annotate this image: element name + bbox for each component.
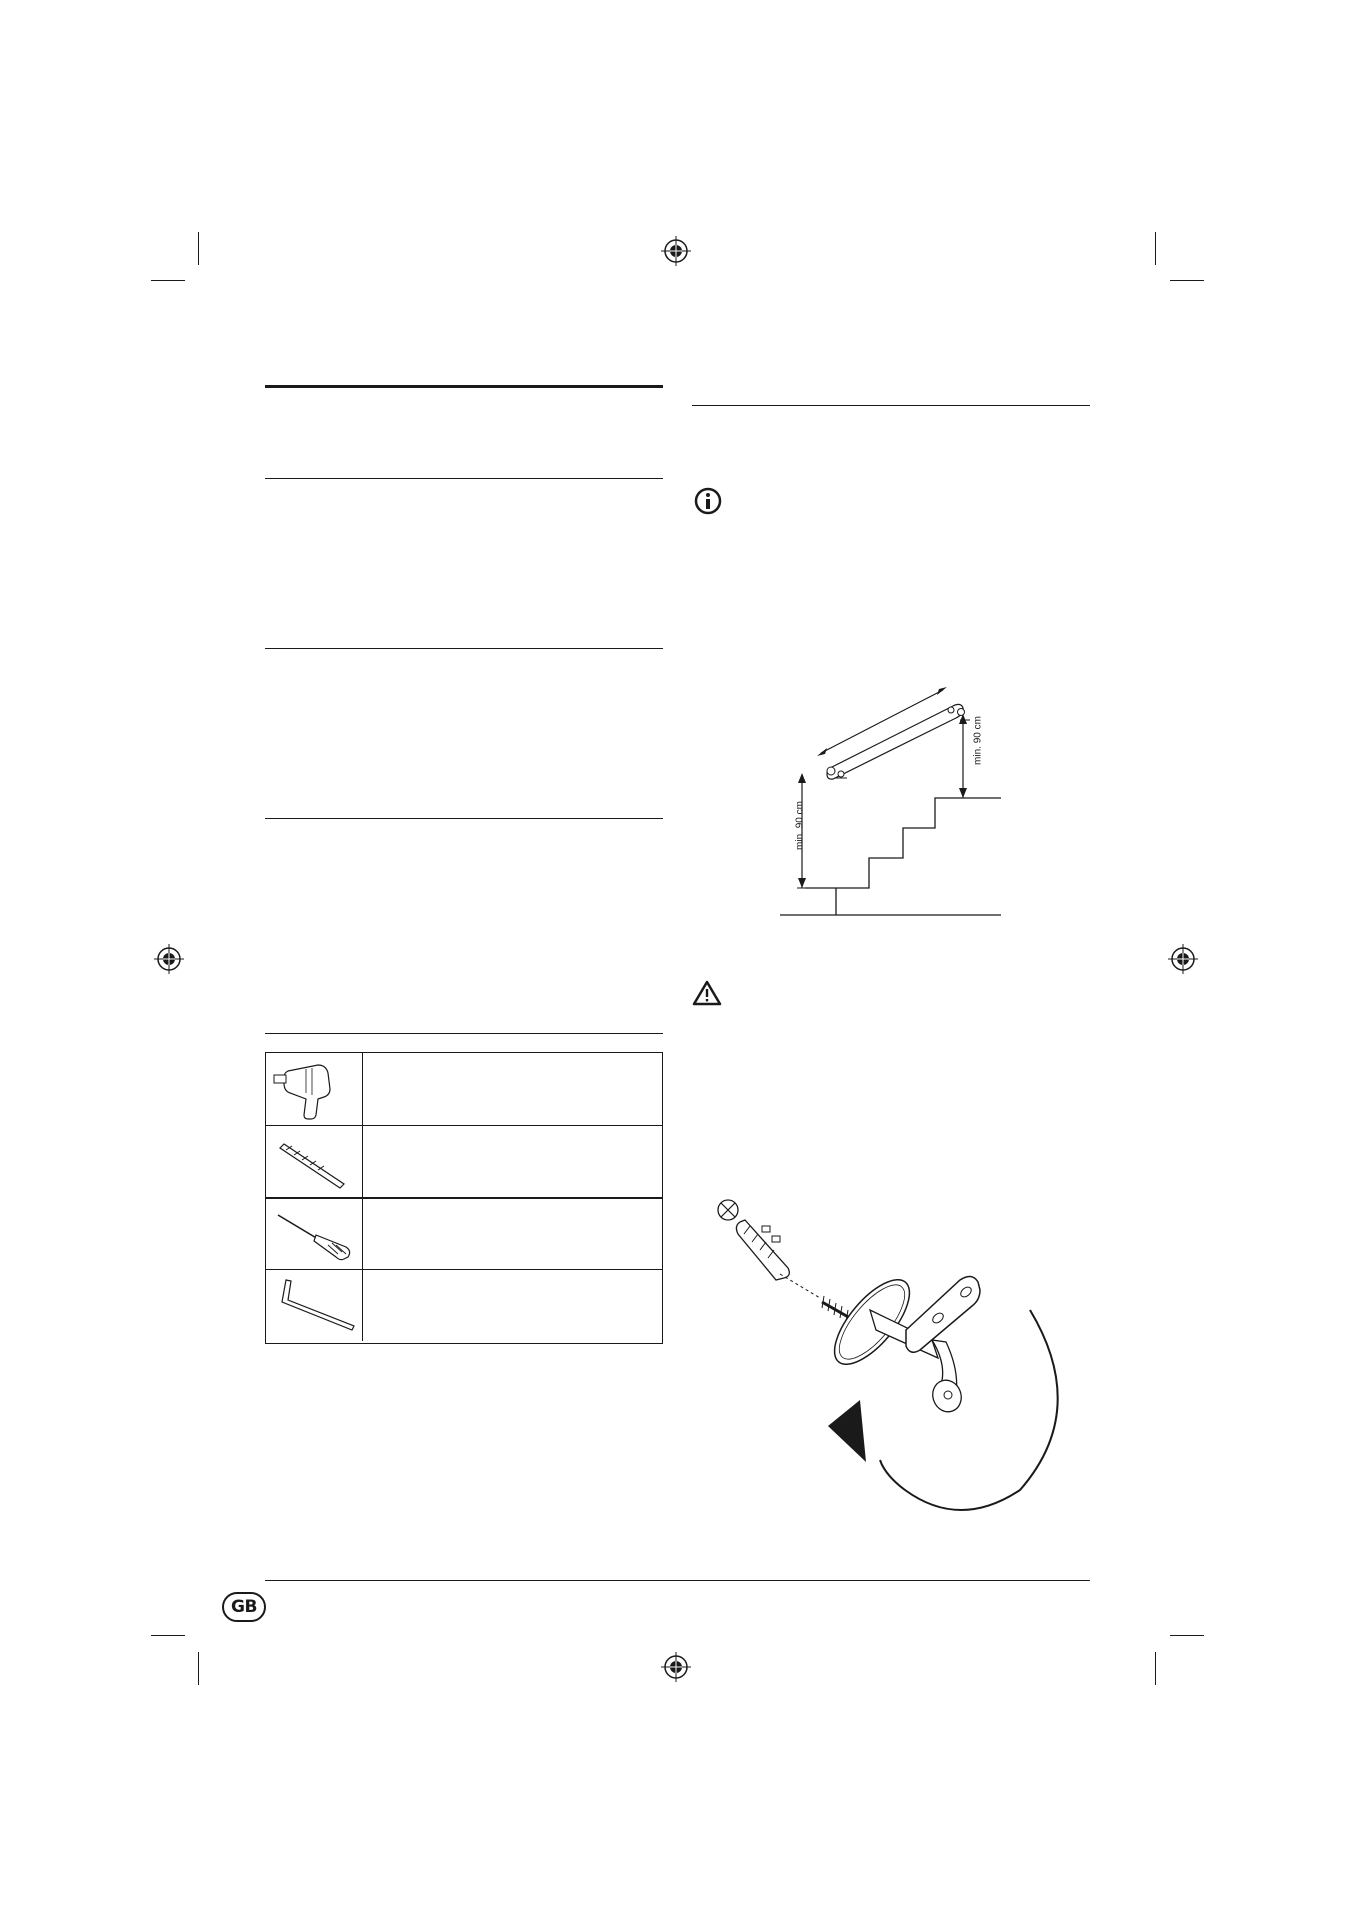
crop-mark (1155, 232, 1156, 265)
registration-mark-icon (154, 944, 184, 974)
dimension-label-left: min. 90 cm (794, 801, 806, 850)
screwdriver-icon (266, 1199, 363, 1269)
language-badge: GB (222, 1592, 266, 1622)
registration-mark-icon (1168, 944, 1198, 974)
dimension-label-right: min. 90 cm (972, 716, 984, 765)
section-rule (265, 818, 663, 819)
tool-row-drill (266, 1053, 662, 1125)
crop-mark (1170, 1635, 1204, 1636)
crop-mark (151, 280, 185, 281)
stair-handrail-diagram (775, 650, 1015, 925)
crop-mark (198, 232, 199, 265)
tools-table (265, 1052, 663, 1344)
section-rule (265, 478, 663, 479)
crop-mark (1170, 280, 1204, 281)
bracket-mounting-illustration (710, 1190, 1090, 1530)
crop-mark (151, 1635, 185, 1636)
warning-triangle-icon (692, 980, 722, 1006)
tool-row-screwdriver (266, 1197, 662, 1269)
tool-row-drill-bit (266, 1125, 662, 1197)
footer-rule (265, 1580, 1090, 1581)
section-rule-right (692, 405, 1090, 406)
allen-key-icon (266, 1270, 363, 1341)
section-rule (265, 648, 663, 649)
crop-mark (1155, 1652, 1156, 1685)
info-icon (693, 486, 723, 516)
power-drill-icon (266, 1053, 363, 1125)
drill-bit-icon (266, 1126, 363, 1197)
section-rule-top (265, 385, 663, 388)
registration-mark-icon (661, 236, 691, 266)
section-rule (265, 1033, 663, 1034)
crop-mark (198, 1652, 199, 1685)
registration-mark-icon (661, 1652, 691, 1682)
tool-row-allen-key (266, 1269, 662, 1341)
